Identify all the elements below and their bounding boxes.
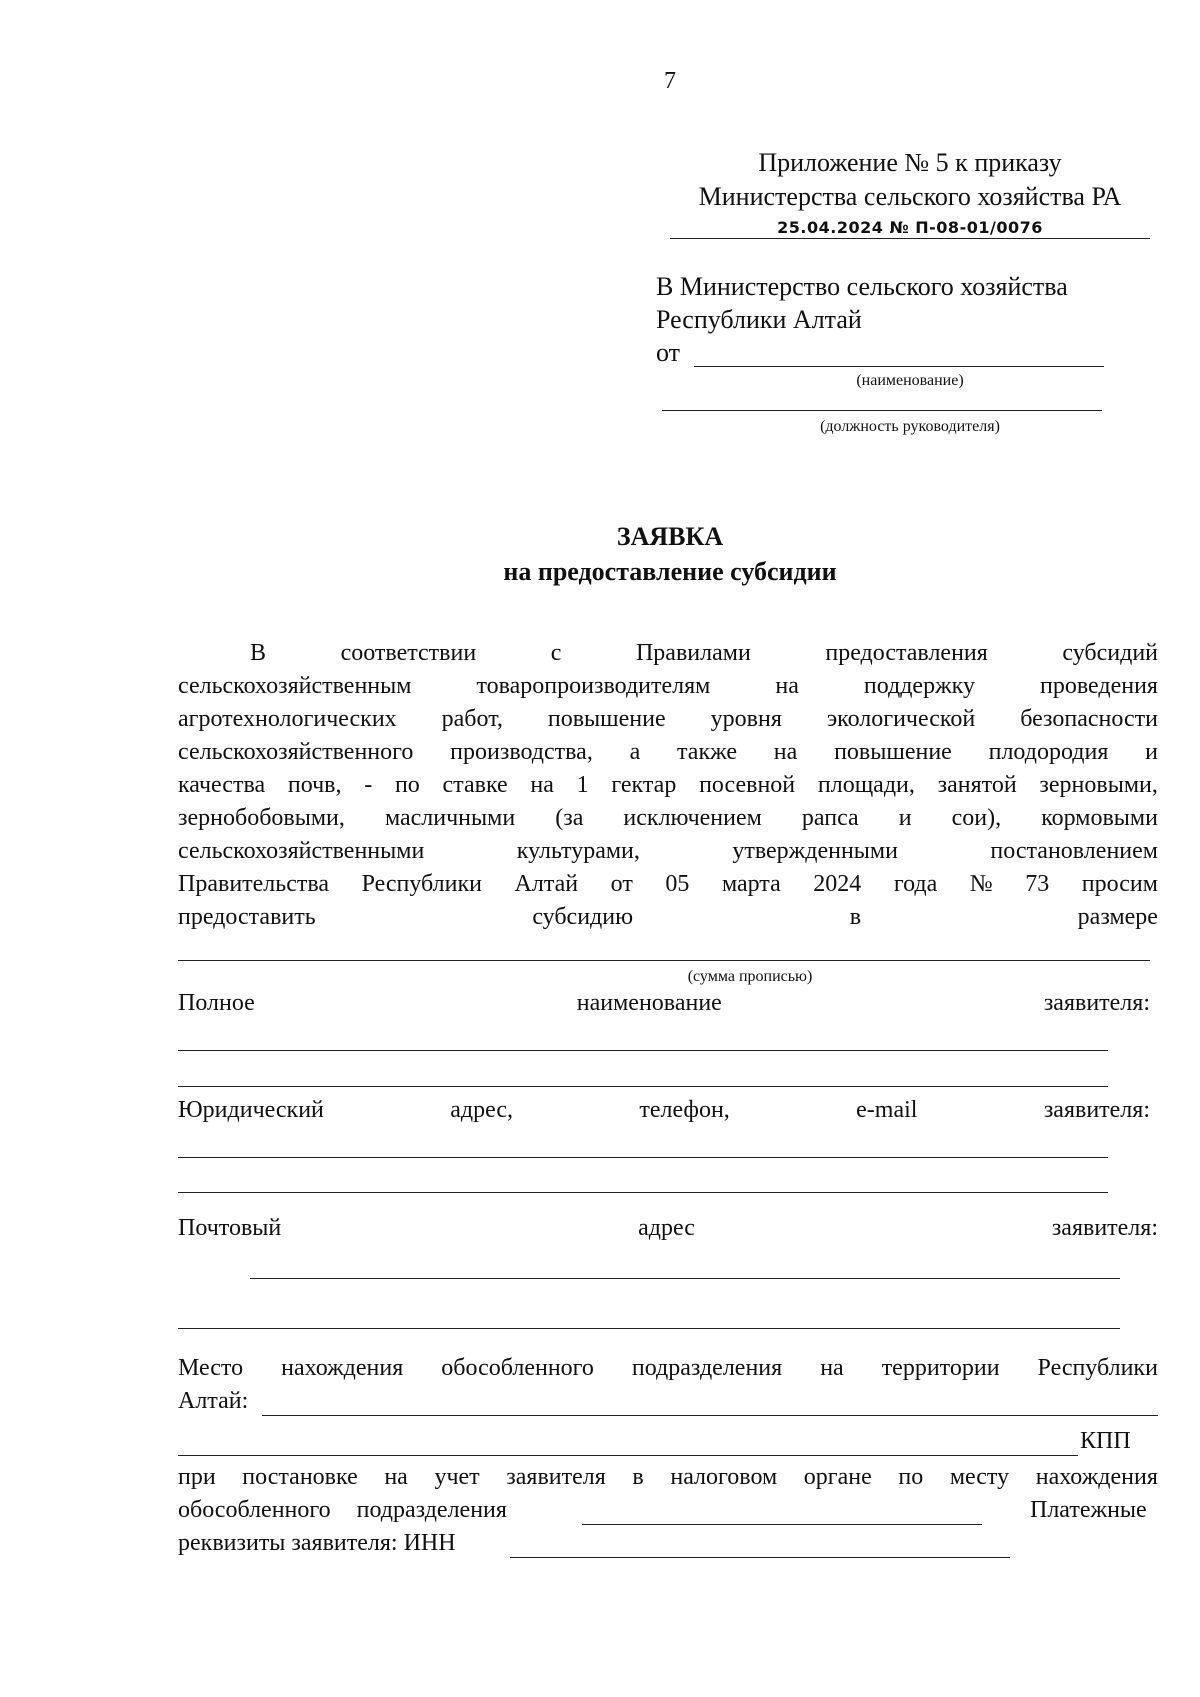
requisites-inn-label: реквизиты заявителя: ИНН: [178, 1530, 456, 1556]
sum-in-words-line[interactable]: [178, 960, 1150, 961]
kpp-explanation-line-1: при постановке на учет заявителя в налоговом органе по месту нахождения: [178, 1464, 1158, 1490]
caption-name: (наименование): [856, 372, 964, 389]
kpp-value-line[interactable]: [582, 1524, 982, 1525]
from-label: от: [656, 338, 681, 367]
body-line-7: сельскохозяйственными культурами, утвержденными постановлением: [178, 838, 1158, 864]
kpp-explanation-line-2: обособленного подразделения: [178, 1497, 507, 1523]
postal-address-label: Почтовый адрес заявителя:: [178, 1215, 1158, 1241]
addressee-line2: Республики Алтай: [656, 305, 862, 334]
caption-sum: (сумма прописью): [687, 968, 813, 985]
full-name-line-1[interactable]: [178, 1050, 1108, 1051]
header-appendix-line: Приложение № 5 к приказу: [758, 148, 1062, 177]
body-line-1: В соответствии с Правилами предоставления субсидий: [250, 640, 1158, 666]
full-name-line-2[interactable]: [178, 1086, 1108, 1087]
location-label: Место нахождения обособленного подразделения на территории Республики: [178, 1355, 1158, 1381]
body-line-2: сельскохозяйственным товаропроизводителям на поддержку проведения: [178, 673, 1158, 699]
postal-address-line-2[interactable]: [178, 1328, 1120, 1329]
legal-address-line-2[interactable]: [178, 1192, 1108, 1193]
order-ref-underline: [670, 238, 1150, 239]
caption-position: (должность руководителя): [820, 418, 1000, 435]
location-tail: Алтай:: [178, 1388, 249, 1414]
kpp-label: КПП: [1080, 1428, 1131, 1454]
inn-line[interactable]: [510, 1557, 1010, 1558]
body-line-3: агротехнологических работ, повышение уровня экологической безопасности: [178, 706, 1158, 732]
document-title: ЗАЯВКА: [616, 522, 724, 551]
header-ministry-line: Министерства сельского хозяйства РА: [698, 182, 1122, 211]
legal-address-line-1[interactable]: [178, 1157, 1108, 1158]
body-line-6: зернобобовыми, масличными (за исключением рапса и сои), кормовыми: [178, 805, 1158, 831]
postal-address-line-1[interactable]: [250, 1278, 1120, 1279]
body-line-5: качества почв, - по ставке на 1 гектар посевной площади, занятой зерновыми,: [178, 772, 1158, 798]
body-line-4: сельскохозяйственного производства, а также на повышение плодородия и: [178, 739, 1158, 765]
location-line-1[interactable]: [262, 1415, 1158, 1416]
body-line-9: предоставить субсидию в размере: [178, 904, 1158, 930]
order-reference: 25.04.2024 № П-08-01/0076: [777, 218, 1043, 237]
position-line: [662, 410, 1102, 411]
payment-label: Платежные: [1030, 1497, 1147, 1523]
location-line-2[interactable]: [178, 1455, 1078, 1456]
body-line-8: Правительства Республики Алтай от 05 марта 2024 года № 73 просим: [178, 871, 1158, 897]
legal-address-label: Юридический адрес, телефон, e-mail заявителя:: [178, 1097, 1150, 1123]
addressee-line1: В Министерство сельского хозяйства: [656, 272, 1068, 301]
full-name-label: Полное наименование заявителя:: [178, 990, 1150, 1016]
from-name-line: [694, 366, 1104, 367]
document-subtitle: на предоставление субсидии: [503, 557, 837, 586]
page-number: 7: [664, 68, 676, 94]
